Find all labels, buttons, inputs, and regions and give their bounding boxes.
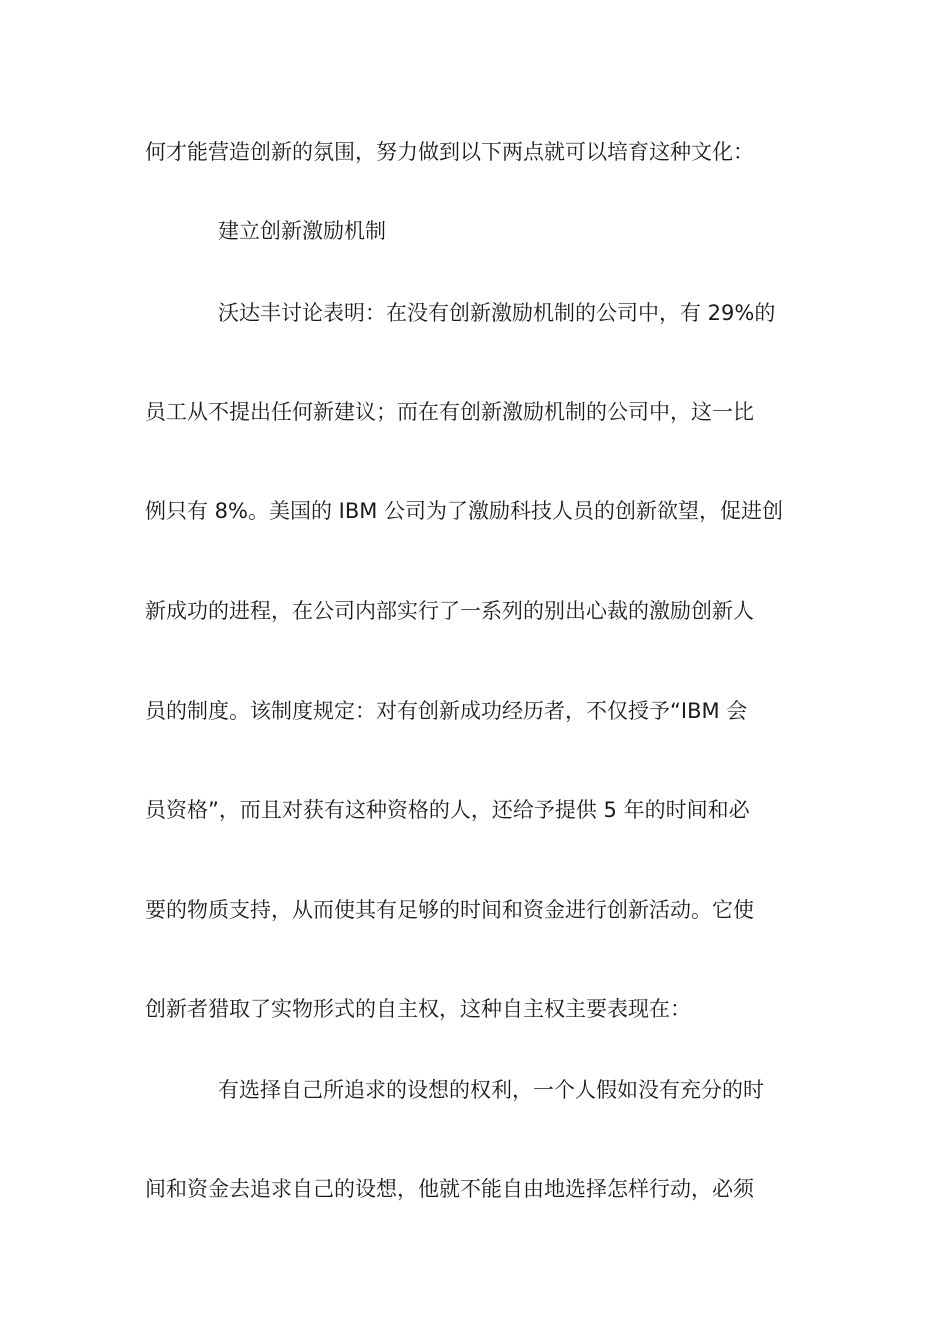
paragraph-line: 创新者猎取了实物形式的自主权，这种自主权主要表现在： [145, 997, 691, 1021]
paragraph-line: 员资格”，而且对获有这种资格的人，还给予提供 5 年的时间和必 [145, 798, 750, 822]
paragraph-line: 有选择自己所追求的设想的权利，一个人假如没有充分的时 [218, 1078, 764, 1102]
paragraph-line: 何才能营造创新的氛围，努力做到以下两点就可以培育这种文化： [145, 140, 754, 164]
paragraph-line: 员工从不提出任何新建议；而在有创新激励机制的公司中，这一比 [145, 400, 754, 424]
paragraph-line: 员的制度。该制度规定：对有创新成功经历者，不仅授予“IBM 会 [145, 699, 748, 723]
paragraph-line: 新成功的进程，在公司内部实行了一系列的别出心裁的激励创新人 [145, 599, 754, 623]
paragraph-line: 例只有 8%。美国的 IBM 公司为了激励科技人员的创新欲望，促进创 [145, 499, 784, 523]
paragraph-line: 要的物质支持，从而使其有足够的时间和资金进行创新活动。它使 [145, 898, 754, 922]
paragraph-line: 间和资金去追求自己的设想，他就不能自由地选择怎样行动，必须 [145, 1177, 754, 1201]
paragraph-line: 沃达丰讨论表明：在没有创新激励机制的公司中，有 29%的 [218, 301, 776, 325]
section-heading: 建立创新激励机制 [218, 219, 386, 243]
